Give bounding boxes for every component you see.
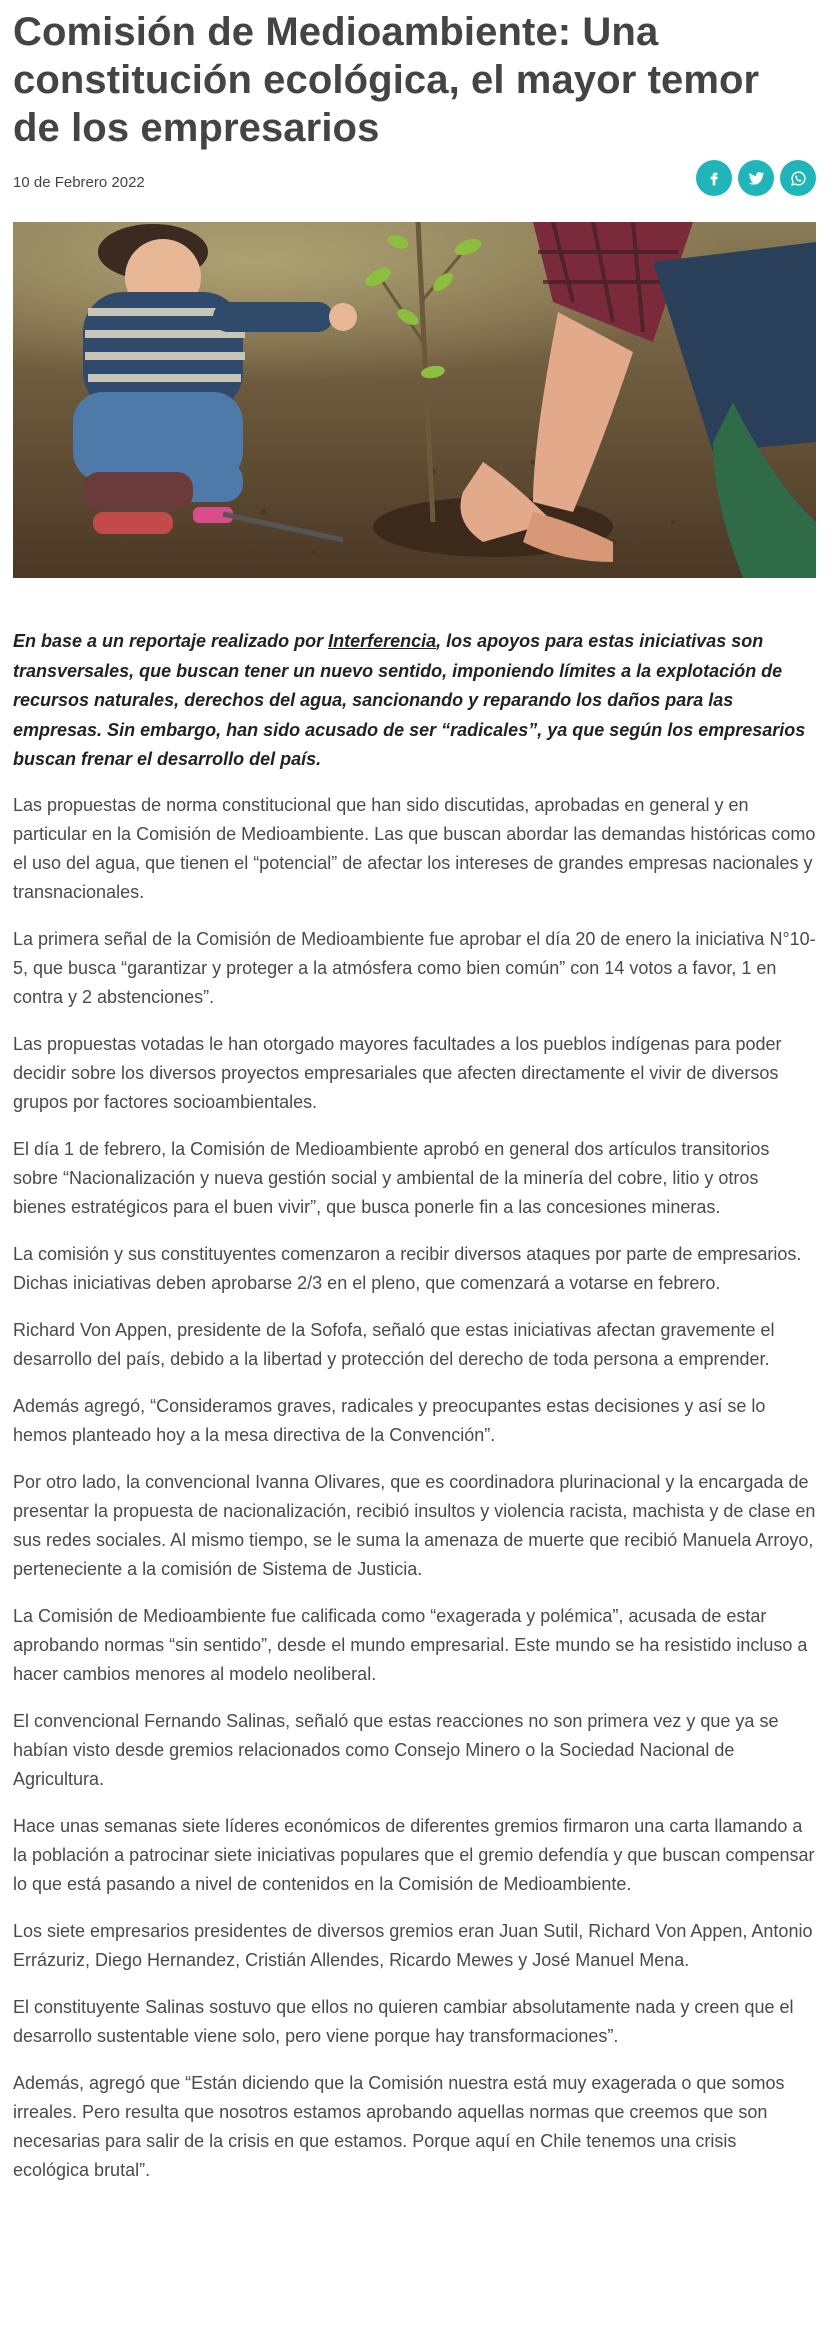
share-whatsapp-button[interactable] bbox=[780, 160, 816, 196]
whatsapp-icon bbox=[790, 170, 807, 187]
publish-date: 10 de Febrero 2022 bbox=[13, 174, 145, 191]
article bbox=[13, 0, 816, 214]
paragraph: Las propuestas de norma constitucional que han sido discutidas, aprobadas en general y en particular en la Comisión de Medioambiente. Las que buscan abordar las demandas históricas como el uso del agua, que tienen el “potencial” de afectar los intereses de grandes empresas nacionales y transnacionales. bbox=[13, 794, 816, 902]
paragraph: El constituyente Salinas sostuvo que ellos no quieren cambiar absolutamente nada y creen que el desarrollo sustentable viene solo, pero viene porque hay transformaciones”. bbox=[13, 1996, 794, 2046]
paragraph: Las propuestas votadas le han otorgado mayores facultades a los pueblos indígenas para poder decidir sobre los diversos proyectos empresariales que afecten directamente el vivir de diversos grupos por factores socioambientales. bbox=[13, 1033, 782, 1112]
paragraph: Hace unas semanas siete líderes económicos de diferentes gremios firmaron una carta llamando a la población a patrocinar siete iniciativas populares que el gremio defendía y que buscan compensar lo que está pasando a nivel de contenidos en la Comisión de Medioambiente. bbox=[13, 1815, 815, 1894]
paragraph: El día 1 de febrero, la Comisión de Medioambiente aprobó en general dos artículos transitorios sobre “Nacionalización y nueva gestión social y ambiental de la minería del cobre, litio y otros bienes estratégicos para el buen vivir”, que busca ponerle fin a las concesiones mineras. bbox=[13, 1138, 770, 1217]
meta-row bbox=[13, 152, 816, 214]
paragraph: Además, agregó que “Están diciendo que la Comisión nuestra está muy exagerada o que somos irreales. Pero resulta que nosotros estamos aprobando aquellas normas que creemos que son necesarias para salir de la crisis en que estamos. Porque aquí en Chile tenemos una crisis ecológica brutal”. bbox=[13, 2072, 785, 2180]
hero-image bbox=[13, 222, 816, 578]
paragraph: Además agregó, “Consideramos graves, radicales y preocupantes estas decisiones y así se lo hemos planteado hoy a la mesa directiva de la Convención”. bbox=[13, 1395, 766, 1445]
share-twitter-button[interactable] bbox=[738, 160, 774, 196]
paragraph: La primera señal de la Comisión de Medioambiente fue aprobar el día 20 de enero la iniciativa N°10-5, que busca “garantizar y proteger a la atmósfera como bien común” con 14 votos a favor, 1 en contra y 2 abstenciones”. bbox=[13, 928, 816, 1007]
lead-before: En base a un reportaje realizado por bbox=[13, 631, 329, 651]
twitter-icon bbox=[748, 170, 765, 187]
paragraph: Richard Von Appen, presidente de la Sofofa, señaló que estas iniciativas afectan gravemente el desarrollo del país, debido a la libertad y protección del derecho de toda persona a emprender. bbox=[13, 1319, 775, 1369]
facebook-icon bbox=[706, 170, 722, 186]
article-body bbox=[13, 627, 816, 2203]
hero-photo bbox=[13, 222, 816, 578]
lead-after: , los apoyos para estas iniciativas son transversales, que buscan tener un nuevo sentido, imponiendo límites a la explotación de recursos naturales, derechos del agua, sancionando y reparando los daños para las empresas. Sin embargo, han sido acusado de ser “radicales”, ya que según los empresarios buscan frenar el desarrollo del país. bbox=[13, 631, 806, 769]
share-facebook-button[interactable] bbox=[696, 160, 732, 196]
paragraph: Por otro lado, la convencional Ivanna Olivares, que es coordinadora plurinacional y la encargada de presentar la propuesta de nacionalización, recibió insultos y violencia racista, machista y de clase en sus redes sociales. Al mismo tiempo, se le suma la amenaza de muerte que recibió Manuela Arroyo, perteneciente a la comisión de Sistema de Justicia. bbox=[13, 1471, 816, 1579]
paragraph: Los siete empresarios presidentes de diversos gremios eran Juan Sutil, Richard Von Appen, Antonio Errázuriz, Diego Hernandez, Cristián Allendes, Ricardo Mewes y José Manuel Mena. bbox=[13, 1920, 813, 1970]
lead-paragraph bbox=[13, 627, 816, 775]
paragraph: La Comisión de Medioambiente fue calificada como “exagerada y polémica”, acusada de estar aprobando normas “sin sentido”, desde el mundo empresarial. Este mundo se ha resistido incluso a hacer cambios menores al modelo neoliberal. bbox=[13, 1605, 808, 1684]
paragraph: El convencional Fernando Salinas, señaló que estas reacciones no son primera vez y que ya se habían visto desde gremios relacionados como Consejo Minero o la Sociedad Nacional de Agricultura. bbox=[13, 1710, 779, 1789]
share-buttons bbox=[696, 160, 816, 196]
page-title: Comisión de Medioambiente: Una constitución ecológica, el mayor temor de los empresarios bbox=[13, 10, 760, 150]
interferencia-link[interactable]: Interferencia bbox=[328, 631, 437, 651]
paragraph: La comisión y sus constituyentes comenzaron a recibir diversos ataques por parte de empresarios. Dichas iniciativas deben aprobarse 2/3 en el pleno, que comenzará a votarse en febrero. bbox=[13, 1243, 802, 1293]
